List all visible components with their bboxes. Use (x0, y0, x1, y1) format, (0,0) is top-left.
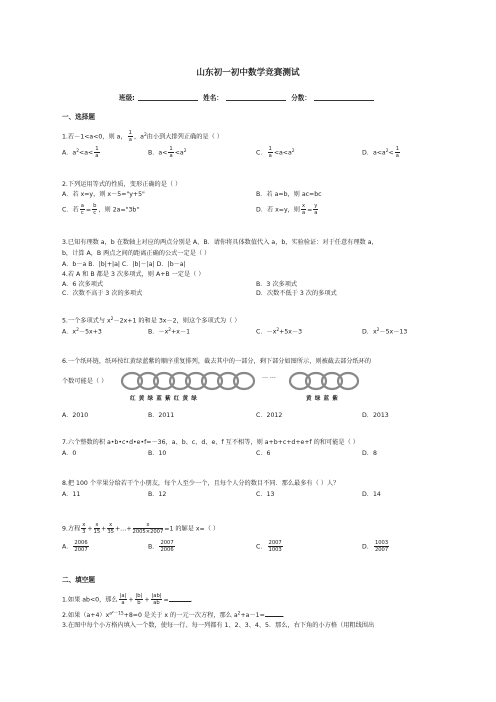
q1-fraction (128, 130, 133, 143)
q1-d-den: a (395, 153, 399, 159)
q2-c-pre: C．若 (62, 206, 79, 214)
q2-d-frac1 (301, 203, 306, 216)
f1-answer-blank[interactable] (169, 596, 191, 602)
q4-option-c[interactable]: C．次数不高于 3 次的多项式 (62, 290, 143, 297)
q1-d-sup: 2 (385, 149, 389, 154)
f1-pre: 1.如果 ab<0，那么 (62, 596, 118, 604)
q9-frac2 (94, 522, 101, 535)
q9-b-frac (159, 540, 174, 553)
q7-option-c[interactable]: C．6 (256, 450, 271, 457)
q9-f4n: x (133, 522, 164, 529)
question-5 (62, 317, 442, 325)
q5-d-2: －5x－13 (379, 328, 408, 336)
q2-c-d1: c (80, 210, 84, 216)
q9-a-n: 2006 (74, 540, 88, 546)
q6-option-d[interactable]: D．2013 (362, 412, 389, 419)
ring-color-labels-right: 黄 绿 蓝 紫 (306, 396, 339, 402)
q2-option-b[interactable]: B．若 a=b，则 ac=bc (256, 191, 322, 198)
q9-option-a[interactable] (62, 540, 90, 553)
q9-option-c[interactable] (256, 540, 284, 553)
q5-c-1: C．－x (256, 328, 277, 336)
q1-a-frac (94, 146, 99, 159)
question-6-line2: 个数可能是（ ） (62, 378, 108, 385)
section-choice-heading: 一、选择题 (62, 113, 95, 121)
ring-color-labels-left: 红 黄 绿 蓝 紫 红 黄 绿 (130, 396, 198, 402)
q9-f3d: 35 (107, 529, 114, 535)
q1-c-sup: 2 (291, 149, 295, 154)
q5-b-1: B．－x (148, 328, 169, 336)
q5-c-2: +5x－3 (279, 328, 303, 336)
q5-b-2: +x－1 (171, 328, 191, 336)
q1-b-1: B．a< (148, 149, 168, 157)
q2-c-d2: c (93, 210, 97, 216)
class-label: 班级: (119, 94, 135, 102)
q2-c-frac1 (80, 203, 85, 216)
f1-frac2 (135, 593, 144, 606)
paper-ring-chain-figure (120, 369, 370, 393)
q1-stem-sup: 2 (143, 133, 147, 138)
f1-t2n: |b| (135, 593, 143, 599)
q1-c-num: 1 (268, 146, 272, 152)
q4-option-a[interactable]: A．6 次多项式 (62, 281, 104, 288)
q1-a-sup: 2 (76, 149, 80, 154)
q9-f2d: 15 (93, 529, 101, 535)
q1-d-2: < (388, 149, 394, 157)
q2-d-frac2 (313, 203, 318, 216)
q5-a-2: －5x+3 (78, 328, 102, 336)
question-3-line2: b，计算 A，B 两点之间的距离正确的公式一定是（ ） (62, 250, 211, 257)
q9-a-d: 2007 (74, 547, 88, 553)
f2-answer-blank[interactable] (265, 611, 283, 617)
q1-a-num: 1 (95, 146, 99, 152)
q1-b-sup: 2 (183, 149, 187, 154)
q2-d-d1: a (301, 210, 306, 216)
q2-d-n2: y (314, 203, 318, 209)
q2-d-d2: a (314, 210, 318, 216)
q1-frac-num: 1 (128, 130, 132, 136)
q9-d-d: 2007 (374, 547, 389, 553)
fill-question-2 (62, 611, 442, 619)
q1-stem-c: 由小到大排列正确的是（ ） (146, 133, 223, 141)
name-blank[interactable] (226, 94, 286, 101)
q5-stem-sup: 2 (110, 317, 114, 322)
q9-option-d[interactable] (362, 540, 390, 553)
question-1 (62, 130, 442, 143)
q9-a-frac (73, 540, 88, 553)
q1-b-num: 1 (169, 146, 173, 152)
f1-post: ． (190, 596, 197, 604)
q5-a-sup: 2 (76, 328, 79, 333)
q5-option-a[interactable] (62, 328, 102, 336)
fill-question-1: 1.如果 ab<0，那么 $\frac{|a|}{a}$ + $\frac{|b|}{b}$ + $\frac{|ab|}{ab}$ = ． (62, 593, 197, 606)
page-title: 山东初一初中数学竞赛测试 (196, 68, 300, 78)
q9-frac3 (107, 522, 114, 535)
q6-option-b[interactable]: B．2011 (148, 412, 175, 419)
q1-d-1: D．a<a (362, 149, 386, 157)
f1-t3d: ab (153, 600, 160, 606)
q9-post: =1 的解是 x=（ ） (164, 525, 220, 533)
fill-question-3: 3.在图中每个小方格内填入一个数，使每一行、每一列都有 1、2、3、4、5．那么，右下角的小方格（用粗线围出 (62, 622, 375, 629)
q7-option-d[interactable]: D．8 (362, 450, 377, 457)
q1-a-1: A．a (62, 149, 77, 157)
q1-b-2: <a (174, 149, 184, 157)
q2-d-n1: x (302, 203, 306, 209)
question-4: 4.若 A 和 B 都是 3 次多项式，则 A+B 一定是（ ） (62, 271, 205, 278)
f1-t3n: |ab| (151, 593, 162, 599)
question-7: 7.六个整数的积 a•b•c•d•e•f=－36，a、b、c、d、e、f 互不相等，则 a+b+c+d+e+f 的和可能是（ ） (62, 439, 359, 446)
q9-frac1 (81, 522, 86, 535)
q5-option-d[interactable] (362, 328, 407, 336)
score-label: 分数： (291, 94, 311, 102)
q9-f2n: x (95, 522, 99, 528)
q9-d-n: 1003 (374, 540, 389, 546)
q2-d-pre: D．若 x=y，则 (256, 206, 300, 214)
section-fill-heading: 二、填空题 (62, 576, 95, 584)
q9-b-pre: B． (148, 543, 159, 551)
q5-b-sup: 2 (168, 328, 172, 333)
q1-b-frac (168, 146, 173, 159)
q5-d-sup: 2 (376, 328, 380, 333)
f2-d: ． (282, 612, 289, 619)
f2-b: +8=0 是关于 x 的一元一次方程，那么 a (123, 612, 238, 619)
ring-ellipsis: … … (262, 373, 276, 380)
f2-a: 2.如果（a+4）x (62, 612, 110, 619)
q1-d-frac (395, 146, 400, 159)
student-info-row (0, 94, 496, 103)
q5-option-b[interactable] (148, 328, 190, 336)
q4-option-b[interactable]: B．3 次多项式 (256, 281, 298, 288)
q4-option-d[interactable]: D．次数不低于 3 次的多项式 (256, 290, 337, 297)
question-9: 9.方程 $\frac{x}{3}$ + $\frac{x}{15}$ + $\frac{x}{35}$ +…+ $\frac{x}{2005\times 2007}$ =1 的解是 x=（ ） (62, 522, 220, 535)
question-6-line1: 6.一个纸环链，纸环按红黄绿蓝紫的顺序重复排列，截去其中的一部分，剩下部分如图所示，则被截去部分纸环的 (62, 358, 372, 365)
q5-stem-a: 5.一个多项式与 x (62, 317, 111, 325)
f1-frac3 (151, 593, 163, 606)
q1-c-1: C． (256, 149, 267, 157)
q9-b-d: 2006 (160, 547, 174, 553)
q1-option-a[interactable] (62, 146, 101, 159)
q2-c-n2: b (93, 203, 97, 209)
f1-t1d: a (121, 600, 125, 606)
q1-option-c[interactable] (256, 146, 295, 159)
q9-c-n: 2007 (268, 540, 282, 546)
q6-option-a[interactable]: A．2010 (62, 412, 89, 419)
q2-c-frac2 (92, 203, 97, 216)
q9-c-pre: C． (256, 543, 267, 551)
q9-d-frac (374, 540, 389, 553)
q9-a-pre: A． (62, 543, 73, 551)
q1-option-d[interactable] (362, 146, 401, 159)
q9-dots: +…+ (114, 525, 132, 533)
f2-sup: a²－15 (109, 611, 124, 617)
f2-c: +a－1= (240, 612, 265, 619)
q2-c-n1: a (80, 203, 84, 209)
q1-stem-b: ，a (133, 133, 144, 141)
q8-option-d[interactable]: D．14 (362, 491, 381, 498)
q1-a-2: <a< (79, 149, 94, 157)
q1-d-num: 1 (395, 146, 400, 152)
f1-t2d: b (137, 600, 141, 606)
q9-pre: 9.方程 (62, 525, 81, 533)
q6-option-c[interactable]: C．2012 (256, 412, 283, 419)
q9-f3n: x (109, 522, 113, 528)
q7-option-b[interactable]: B．10 (148, 450, 167, 457)
q9-c-frac (268, 540, 283, 553)
q1-c-den: a (268, 153, 272, 159)
q2-option-d[interactable]: D．若 x=y，则 $\frac{x}{a}$ = $\frac{y}{a}$ (256, 203, 318, 216)
q9-c-d: 1003 (268, 547, 282, 553)
score-blank[interactable] (314, 94, 374, 101)
q1-b-den: a (169, 153, 173, 159)
q9-b-n: 2007 (160, 540, 174, 546)
q9-f1n: x (82, 522, 86, 528)
q1-frac-den: a (128, 137, 132, 143)
q7-option-a[interactable]: A．0 (62, 450, 77, 457)
q9-frac4 (133, 522, 164, 535)
q1-a-den: a (95, 153, 99, 159)
q1-c-2: <a<a (273, 149, 292, 157)
q2-option-c[interactable]: C．若 $\frac{a}{c}$ = $\frac{b}{c}$ ，则 2a="3b" (62, 203, 140, 216)
q9-f1d: 3 (82, 529, 86, 535)
question-3-line1: 3.已知有理数 a，b 在数轴上对应的两点分别是 A，B．请你将具体数值代入 a，b，实验验证：对于任意有理数 a， (62, 239, 378, 246)
f1-frac1 (119, 593, 128, 606)
name-label: 姓名： (203, 94, 223, 102)
q8-option-c[interactable]: C．13 (256, 491, 275, 498)
q5-stem-b: －2x+1 的和是 3x－2，则这个多项式为（ ） (113, 317, 241, 325)
q8-option-a[interactable]: A．11 (62, 491, 81, 498)
f2-sup2: 2 (237, 611, 241, 617)
class-blank[interactable] (138, 94, 198, 101)
q9-d-pre: D． (362, 543, 373, 551)
q2-option-a[interactable]: A．若 x=y，则 x－5="y+5" (62, 191, 145, 198)
q5-d-1: D．x (362, 328, 377, 336)
q1-option-b[interactable] (148, 146, 187, 159)
question-3-options[interactable]: A．b－a B．|b|+|a| C．|b|－|a| D．|b－a| (62, 261, 186, 268)
q8-option-b[interactable]: B．12 (148, 491, 167, 498)
q5-a-1: A．x (62, 328, 77, 336)
question-2: 2.下列运用等式的性质，变形正确的是（ ） (62, 181, 182, 188)
q9-option-b[interactable] (148, 540, 176, 553)
q9-f4d: 2005×2007 (132, 529, 164, 535)
q2-c-post: ，则 2a="3b" (98, 206, 140, 214)
question-8: 8.把 100 个苹果分给若干个小朋友，每个人至少一个，且每个人分的数目不同．那么最多有（ ）人？ (62, 480, 340, 487)
q5-option-c[interactable] (256, 328, 302, 336)
f1-t1n: |a| (119, 593, 127, 599)
q5-c-sup: 2 (276, 328, 280, 333)
q1-c-frac (268, 146, 273, 159)
q1-stem-a: 1.若－1<a<0，则 a， (62, 133, 127, 141)
